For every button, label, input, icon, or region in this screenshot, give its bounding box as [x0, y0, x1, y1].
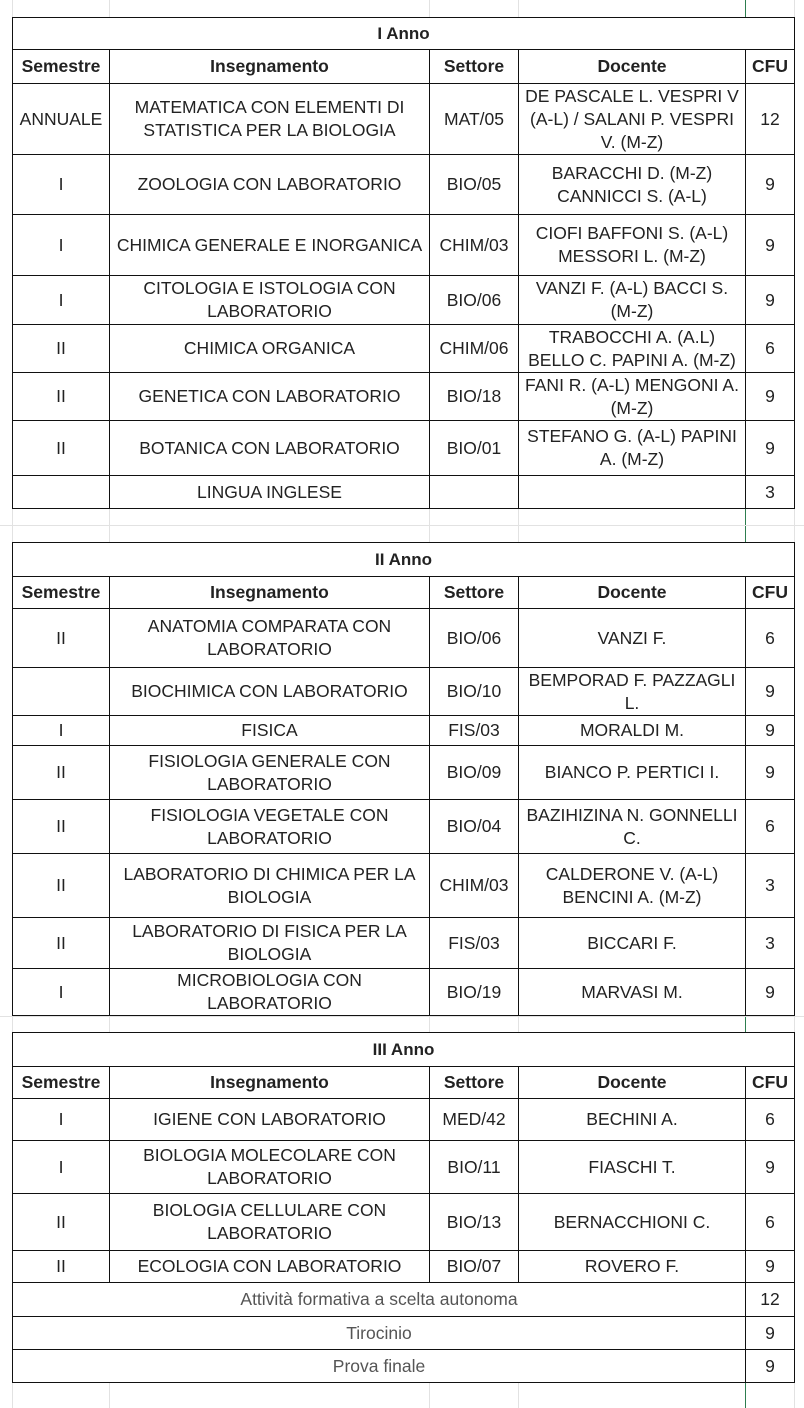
cell-cfu: 9 — [746, 373, 795, 421]
cell-cfu: 6 — [746, 325, 795, 373]
cell-insegnamento: IGIENE CON LABORATORIO — [110, 1099, 430, 1141]
cell-settore: BIO/06 — [430, 609, 519, 668]
cell-settore: BIO/04 — [430, 800, 519, 854]
cell-docente: BECHINI A. — [519, 1099, 746, 1141]
table-row — [13, 800, 795, 854]
cell-cfu: 6 — [746, 1194, 795, 1251]
cell-cfu: 9 — [746, 1251, 795, 1283]
cell-cfu: 12 — [746, 84, 795, 155]
cell-settore: BIO/11 — [430, 1141, 519, 1194]
header-insegnamento: Insegnamento — [110, 1067, 430, 1099]
cell-semestre: II — [13, 918, 110, 969]
cell-settore: BIO/10 — [430, 668, 519, 716]
header-cfu: CFU — [746, 577, 795, 609]
cell-insegnamento: FISIOLOGIA VEGETALE CON LABORATORIO — [110, 800, 430, 854]
cell-insegnamento: BIOLOGIA CELLULARE CON LABORATORIO — [110, 1194, 430, 1251]
header-cfu: CFU — [746, 1067, 795, 1099]
table-row — [13, 1099, 795, 1141]
cell-cfu: 3 — [746, 854, 795, 918]
cell-semestre — [13, 668, 110, 716]
cell-insegnamento: GENETICA CON LABORATORIO — [110, 373, 430, 421]
cell-semestre: II — [13, 854, 110, 918]
cell-semestre: II — [13, 1251, 110, 1283]
cell-semestre: I — [13, 716, 110, 746]
cell-cfu: 9 — [746, 668, 795, 716]
tirocinio-label: Tirocinio — [13, 1317, 746, 1350]
cell-insegnamento: CHIMICA GENERALE E INORGANICA — [110, 215, 430, 276]
cell-semestre: II — [13, 325, 110, 373]
cell-insegnamento: BIOCHIMICA CON LABORATORIO — [110, 668, 430, 716]
cell-insegnamento: LABORATORIO DI FISICA PER LA BIOLOGIA — [110, 918, 430, 969]
cell-settore: BIO/07 — [430, 1251, 519, 1283]
cell-settore: MED/42 — [430, 1099, 519, 1141]
cell-cfu: 6 — [746, 800, 795, 854]
cell-insegnamento: BIOLOGIA MOLECOLARE CON LABORATORIO — [110, 1141, 430, 1194]
cell-cfu: 6 — [746, 609, 795, 668]
table-row — [13, 276, 795, 325]
cell-cfu: 9 — [746, 1141, 795, 1194]
table-row — [13, 476, 795, 509]
year1-header-row — [13, 50, 795, 84]
cell-docente: FIASCHI T. — [519, 1141, 746, 1194]
year1-table — [12, 17, 795, 509]
cell-cfu: 6 — [746, 1099, 795, 1141]
header-cfu: CFU — [746, 50, 795, 84]
table-row — [13, 969, 795, 1016]
table-row — [13, 373, 795, 421]
cell-docente: VANZI F. — [519, 609, 746, 668]
cell-insegnamento: BOTANICA CON LABORATORIO — [110, 421, 430, 476]
cell-docente: VANZI F. (A-L) BACCI S. (M-Z) — [519, 276, 746, 325]
table-row — [13, 1251, 795, 1283]
cell-settore: BIO/09 — [430, 746, 519, 800]
header-docente: Docente — [519, 50, 746, 84]
cell-insegnamento: CITOLOGIA E ISTOLOGIA CON LABORATORIO — [110, 276, 430, 325]
cell-cfu: 12 — [746, 1283, 795, 1317]
cell-cfu: 9 — [746, 276, 795, 325]
table-row — [13, 854, 795, 918]
cell-semestre — [13, 476, 110, 509]
cell-insegnamento: ZOOLOGIA CON LABORATORIO — [110, 155, 430, 215]
header-docente: Docente — [519, 1067, 746, 1099]
header-semestre: Semestre — [13, 1067, 110, 1099]
cell-docente: BAZIHIZINA N. GONNELLI C. — [519, 800, 746, 854]
cell-docente: MARVASI M. — [519, 969, 746, 1016]
table-row — [13, 1194, 795, 1251]
cell-settore: BIO/18 — [430, 373, 519, 421]
cell-semestre: I — [13, 969, 110, 1016]
table-row — [13, 84, 795, 155]
year2-title: II Anno — [13, 543, 795, 577]
cell-settore: BIO/13 — [430, 1194, 519, 1251]
table-row — [13, 325, 795, 373]
cell-insegnamento: MATEMATICA CON ELEMENTI DI STATISTICA PER LA BIOLOGIA — [110, 84, 430, 155]
cell-settore: BIO/05 — [430, 155, 519, 215]
table-row — [13, 668, 795, 716]
cell-settore: BIO/06 — [430, 276, 519, 325]
cell-docente: BARACCHI D. (M-Z) CANNICCI S. (A-L) — [519, 155, 746, 215]
cell-cfu: 9 — [746, 716, 795, 746]
cell-docente: CIOFI BAFFONI S. (A-L) MESSORI L. (M-Z) — [519, 215, 746, 276]
header-settore: Settore — [430, 1067, 519, 1099]
cell-docente: ROVERO F. — [519, 1251, 746, 1283]
cell-docente: BIANCO P. PERTICI I. — [519, 746, 746, 800]
cell-insegnamento: LINGUA INGLESE — [110, 476, 430, 509]
cell-docente: BERNACCHIONI C. — [519, 1194, 746, 1251]
cell-semestre: II — [13, 1194, 110, 1251]
table-row — [13, 1350, 795, 1383]
cell-cfu: 9 — [746, 215, 795, 276]
cell-docente — [519, 476, 746, 509]
cell-cfu: 9 — [746, 155, 795, 215]
cell-semestre: II — [13, 373, 110, 421]
cell-settore — [430, 476, 519, 509]
table-row — [13, 1317, 795, 1350]
cell-semestre: II — [13, 746, 110, 800]
cell-semestre: II — [13, 609, 110, 668]
cell-settore: MAT/05 — [430, 84, 519, 155]
cell-docente: BEMPORAD F. PAZZAGLI L. — [519, 668, 746, 716]
cell-cfu: 9 — [746, 1317, 795, 1350]
cell-cfu: 3 — [746, 476, 795, 509]
table-row — [13, 746, 795, 800]
cell-insegnamento: ANATOMIA COMPARATA CON LABORATORIO — [110, 609, 430, 668]
header-semestre: Semestre — [13, 50, 110, 84]
cell-cfu: 9 — [746, 1350, 795, 1383]
cell-settore: BIO/19 — [430, 969, 519, 1016]
cell-semestre: I — [13, 1141, 110, 1194]
year1-title: I Anno — [13, 18, 795, 50]
year3-header-row — [13, 1067, 795, 1099]
sheet-gridline — [0, 525, 804, 526]
cell-insegnamento: LABORATORIO DI CHIMICA PER LA BIOLOGIA — [110, 854, 430, 918]
cell-settore: CHIM/03 — [430, 215, 519, 276]
table-row — [13, 1141, 795, 1194]
header-settore: Settore — [430, 577, 519, 609]
sheet-gridline — [0, 1016, 804, 1017]
table-row — [13, 215, 795, 276]
year3-table — [12, 1032, 795, 1383]
extra-activity-label: Attività formativa a scelta autonoma — [13, 1283, 746, 1317]
cell-cfu: 9 — [746, 746, 795, 800]
cell-docente: TRABOCCHI A. (A.L) BELLO C. PAPINI A. (M-Z) — [519, 325, 746, 373]
cell-cfu: 9 — [746, 969, 795, 1016]
cell-semestre: I — [13, 276, 110, 325]
cell-insegnamento: FISICA — [110, 716, 430, 746]
cell-insegnamento: FISIOLOGIA GENERALE CON LABORATORIO — [110, 746, 430, 800]
cell-settore: FIS/03 — [430, 716, 519, 746]
cell-semestre: ANNUALE — [13, 84, 110, 155]
header-settore: Settore — [430, 50, 519, 84]
cell-insegnamento: CHIMICA ORGANICA — [110, 325, 430, 373]
header-insegnamento: Insegnamento — [110, 50, 430, 84]
cell-semestre: I — [13, 155, 110, 215]
cell-docente: BICCARI F. — [519, 918, 746, 969]
year3-title: III Anno — [13, 1033, 795, 1067]
cell-semestre: II — [13, 421, 110, 476]
cell-semestre: I — [13, 215, 110, 276]
cell-semestre: I — [13, 1099, 110, 1141]
table-row — [13, 716, 795, 746]
year2-table — [12, 542, 795, 1016]
cell-docente: FANI R. (A-L) MENGONI A. (M-Z) — [519, 373, 746, 421]
table-row — [13, 918, 795, 969]
cell-settore: FIS/03 — [430, 918, 519, 969]
cell-settore: CHIM/03 — [430, 854, 519, 918]
year2-header-row — [13, 577, 795, 609]
cell-docente: CALDERONE V. (A-L) BENCINI A. (M-Z) — [519, 854, 746, 918]
prova-finale-label: Prova finale — [13, 1350, 746, 1383]
header-semestre: Semestre — [13, 577, 110, 609]
cell-settore: BIO/01 — [430, 421, 519, 476]
cell-cfu: 9 — [746, 421, 795, 476]
table-row — [13, 1283, 795, 1317]
cell-docente: STEFANO G. (A-L) PAPINI A. (M-Z) — [519, 421, 746, 476]
header-docente: Docente — [519, 577, 746, 609]
cell-insegnamento: MICROBIOLOGIA CON LABORATORIO — [110, 969, 430, 1016]
table-row — [13, 155, 795, 215]
cell-settore: CHIM/06 — [430, 325, 519, 373]
table-row — [13, 421, 795, 476]
cell-semestre: II — [13, 800, 110, 854]
cell-docente: DE PASCALE L. VESPRI V (A-L) / SALANI P. VESPRI V. (M-Z) — [519, 84, 746, 155]
cell-cfu: 3 — [746, 918, 795, 969]
cell-docente: MORALDI M. — [519, 716, 746, 746]
table-row — [13, 609, 795, 668]
header-insegnamento: Insegnamento — [110, 577, 430, 609]
cell-insegnamento: ECOLOGIA CON LABORATORIO — [110, 1251, 430, 1283]
